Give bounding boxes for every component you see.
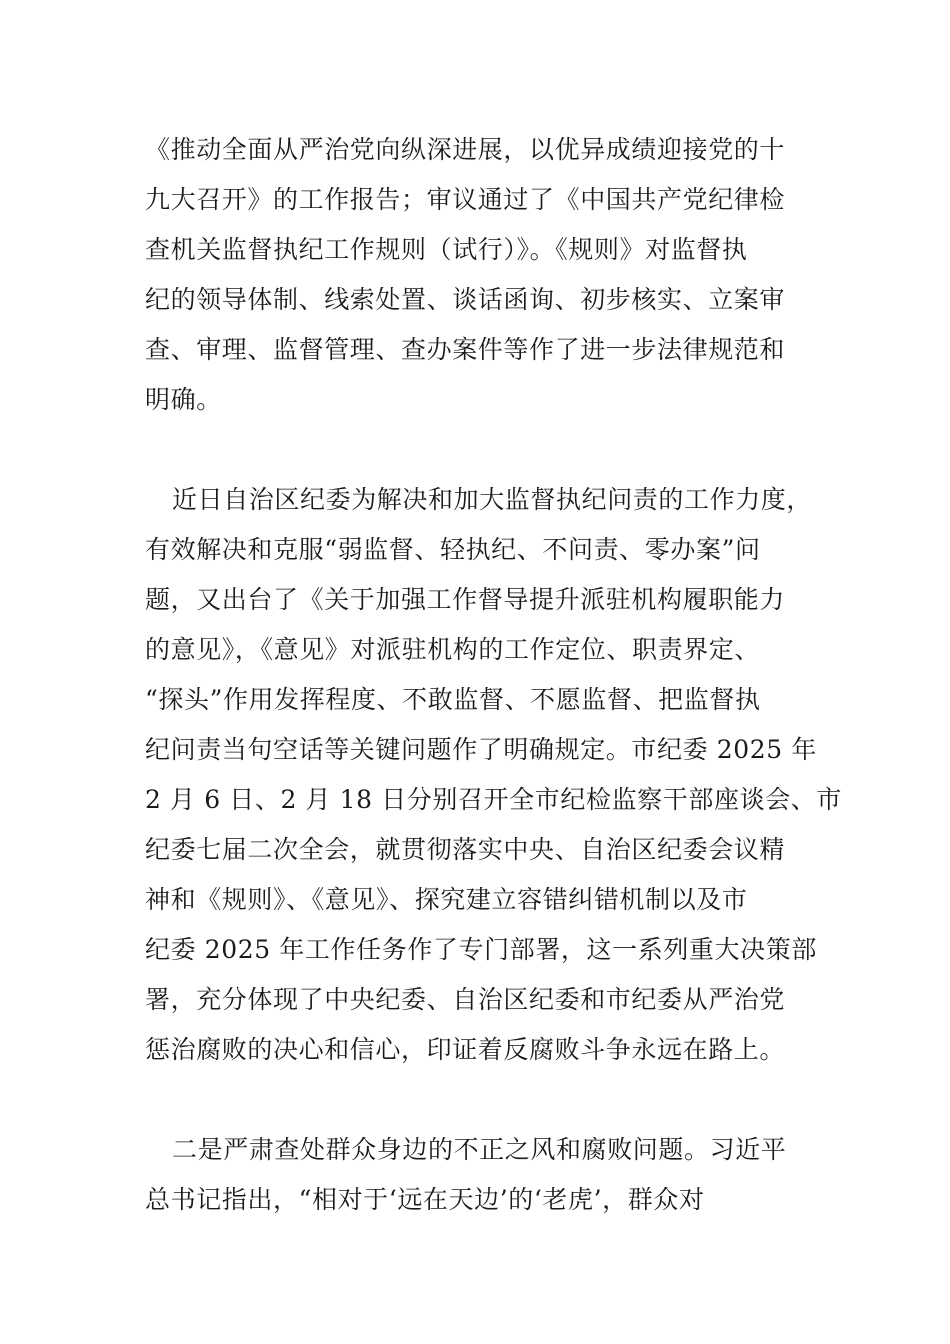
paragraph-line: 署，充分体现了中央纪委、自治区纪委和市纪委从严治党 (145, 985, 786, 1014)
paragraph-line: 《推动全面从严治党向纵深进展，以优异成绩迎接党的十 (145, 135, 786, 164)
paragraph-line: 的意见》，《意见》对派驻机构的工作定位、职责界定、 (145, 635, 761, 664)
paragraph-line: 纪委 2025 年工作任务作了专门部署，这一系列重大决策部 (145, 935, 817, 964)
paragraph-line: 题，又出台了《关于加强工作督导提升派驻机构履职能力 (145, 585, 786, 614)
paragraph-line: 惩治腐败的决心和信心，印证着反腐败斗争永远在路上。 (145, 1035, 786, 1064)
paragraph-line: 纪的领导体制、线索处置、谈话函询、初步核实、立案审 (145, 285, 786, 314)
paragraph-line: 九大召开》的工作报告；审议通过了《中国共产党纪律检 (145, 185, 786, 214)
paragraph-line: 神和《规则》、《意见》、探究建立容错纠错机制以及市 (145, 885, 748, 914)
paragraph-line: 2 月 6 日、2 月 18 日分别召开全市纪检监察干部座谈会、市 (145, 785, 843, 814)
paragraph-line: “探头”作用发挥程度、不敢监督、不愿监督、把监督执 (145, 685, 761, 714)
paragraph-line: 二是严肃查处群众身边的不正之风和腐败问题。习近平 (172, 1135, 787, 1164)
paragraph-line: 纪问责当句空话等关键问题作了明确规定。市纪委 2025 年 (145, 735, 817, 764)
paragraph-line: 总书记指出，“相对于‘远在天边’的‘老虎’，群众对 (145, 1185, 705, 1214)
paragraph-line: 查、审理、监督管理、查办案件等作了进一步法律规范和 (145, 335, 786, 364)
paragraph-line: 有效解决和克服“弱监督、轻执纪、不问责、零办案”问 (145, 535, 761, 564)
paragraph-line: 纪委七届二次全会，就贯彻落实中央、自治区纪委会议精 (145, 835, 786, 864)
paragraph-line: 查机关监督执纪工作规则（试行）》。《规则》对监督执 (145, 235, 748, 264)
paragraph-line: 明确。 (145, 385, 222, 414)
paragraph-line: 近日自治区纪委为解决和加大监督执纪问责的工作力度， (172, 485, 813, 514)
